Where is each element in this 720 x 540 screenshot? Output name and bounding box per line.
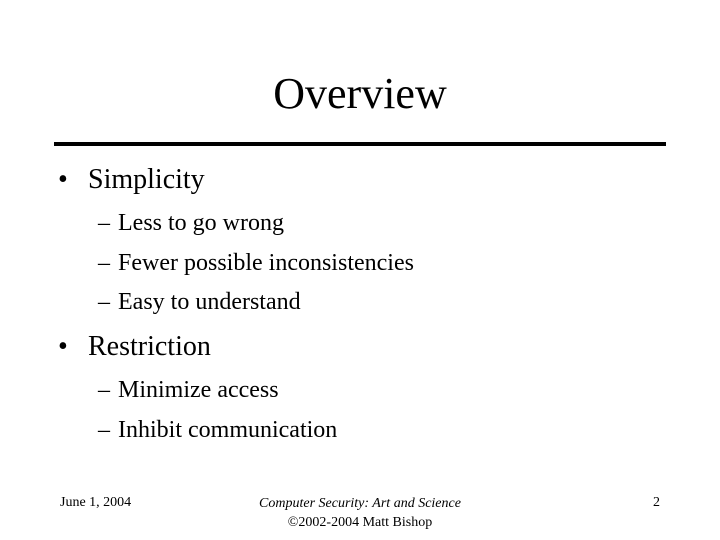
slide-title: Overview [273,69,447,118]
footer-date: June 1, 2004 [60,495,132,510]
sub-dash: – [98,250,110,276]
bullet-dot: • [58,331,68,362]
sub-text: Inhibit communication [118,417,338,443]
bullet-item-simplicity [58,164,205,196]
bullet-text: Restriction [88,331,211,362]
footer-page-number: 2 [653,495,660,510]
sub-text: Less to go wrong [118,210,284,236]
sub-item-inhibit-communication [98,416,337,444]
sub-item-minimize-access [98,376,279,404]
footer-course-title: Computer Security: Art and Science [259,496,461,511]
sub-text: Fewer possible inconsistencies [118,250,414,276]
sub-text: Minimize access [118,377,279,403]
footer-course-info [200,494,520,532]
bullet-dot: • [58,164,68,195]
bullet-text: Simplicity [88,164,205,195]
sub-item-fewer-inconsistencies [98,249,414,277]
bullet-item-restriction [58,331,211,363]
sub-dash: – [98,377,110,403]
sub-text: Easy to understand [118,289,301,315]
sub-dash: – [98,417,110,443]
sub-item-less-to-go-wrong [98,209,284,237]
title-underline [54,142,666,146]
sub-dash: – [98,210,110,236]
sub-dash: – [98,289,110,315]
sub-item-easy-to-understand [98,288,301,316]
footer-copyright: ©2002-2004 Matt Bishop [287,515,433,530]
